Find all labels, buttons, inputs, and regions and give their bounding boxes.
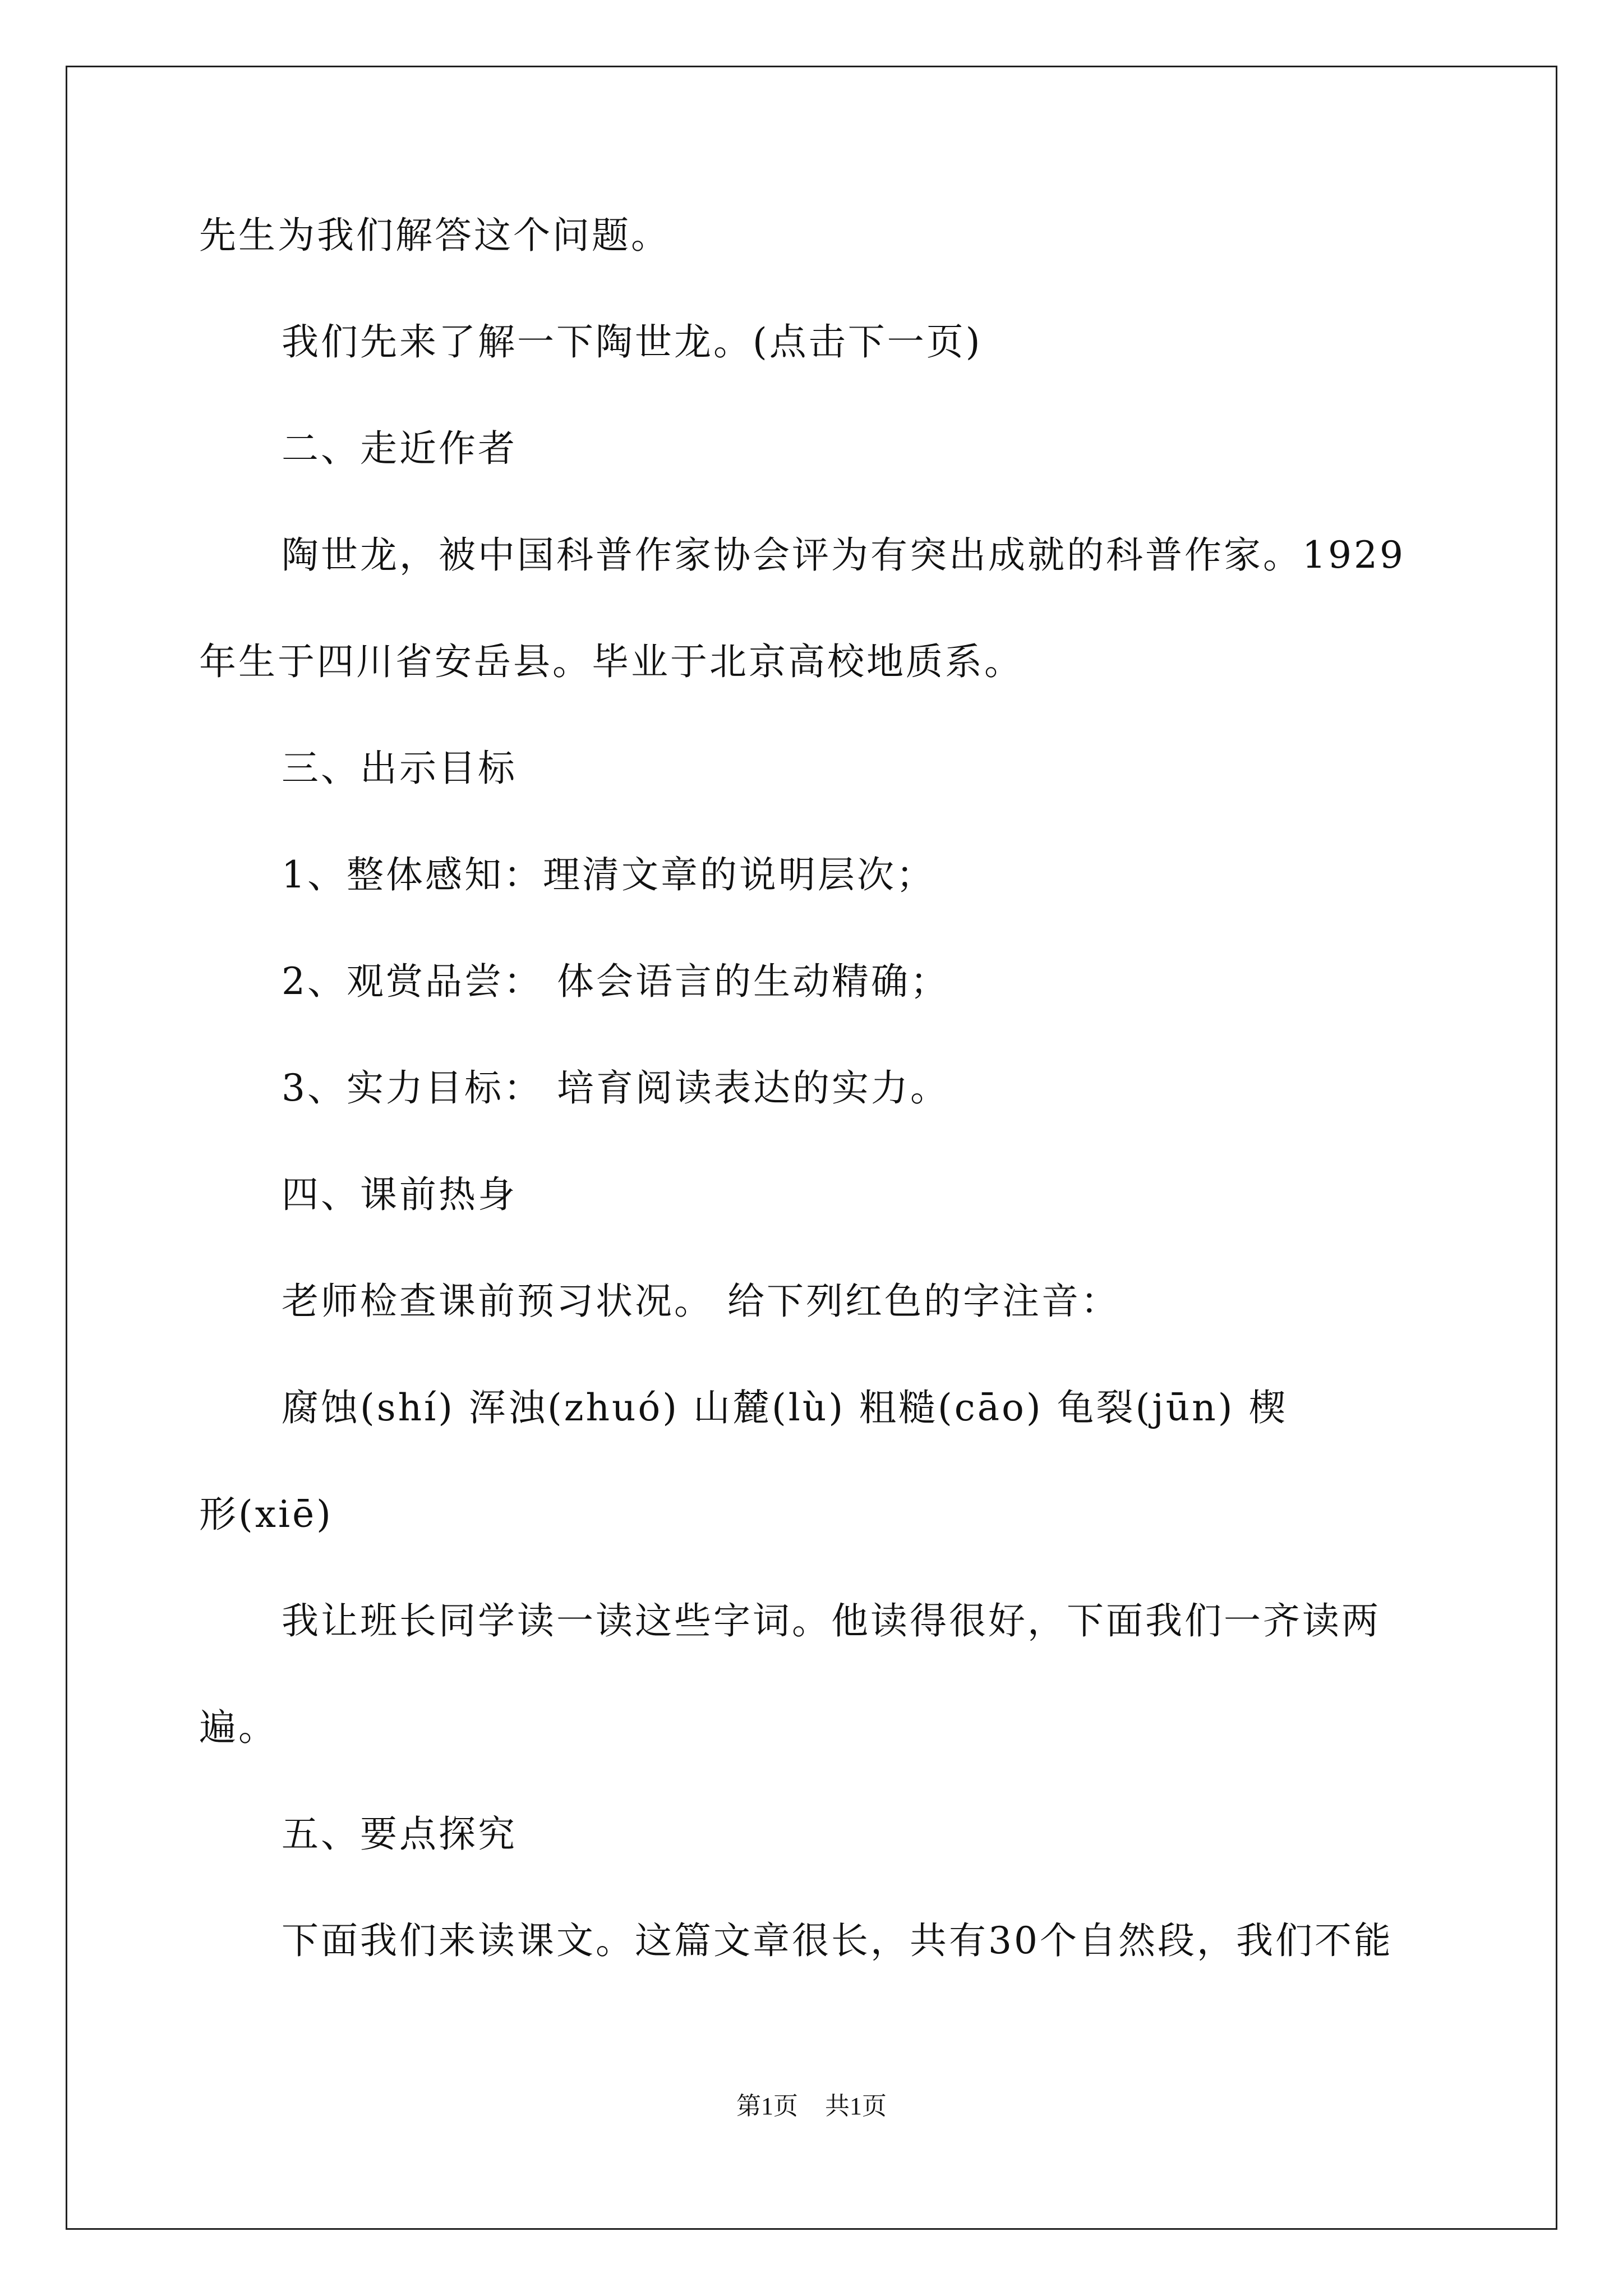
section-heading: 二、走近作者 — [282, 427, 517, 470]
section-heading: 三、出示目标 — [282, 747, 517, 790]
list-item: 2、观赏品尝： 体会语言的生动精确； — [282, 960, 949, 1003]
text-line: 陶世龙，被中国科普作家协会评为有突出成就的科普作家。1929 — [282, 533, 1405, 577]
section-heading: 五、要点探究 — [282, 1812, 517, 1856]
page-number: 第1页 — [736, 2092, 798, 2120]
text-line: 年生于四川省安岳县。毕业于北京高校地质系。 — [199, 640, 1023, 683]
list-item: 3、实力目标： 培育阅读表达的实力。 — [282, 1066, 949, 1110]
text-line: 我们先来了解一下陶世龙。(点击下一页) — [282, 320, 983, 364]
section-heading: 四、课前热身 — [282, 1173, 517, 1216]
text-line: 下面我们来读课文。这篇文章很长，共有30个自然段，我们不能 — [282, 1919, 1393, 1962]
text-line: 先生为我们解答这个问题。 — [199, 214, 670, 257]
page-footer — [0, 2091, 1623, 2122]
text-line: 老师检查课前预习状况。 给下列红色的字注音： — [282, 1280, 1120, 1323]
page-total: 共1页 — [825, 2092, 887, 2120]
list-item: 1、整体感知：理清文章的说明层次； — [282, 853, 935, 896]
page-frame — [66, 66, 1557, 2230]
text-line: 我让班长同学读一读这些字词。他读得很好，下面我们一齐读两 — [282, 1599, 1381, 1642]
text-line: 遍。 — [199, 1706, 278, 1749]
text-line: 腐蚀(shí) 浑浊(zhuó) 山麓(lù) 粗糙(cāo) 龟裂(jūn) 楔 — [282, 1386, 1288, 1429]
text-line: 形(xiē) — [199, 1493, 333, 1536]
